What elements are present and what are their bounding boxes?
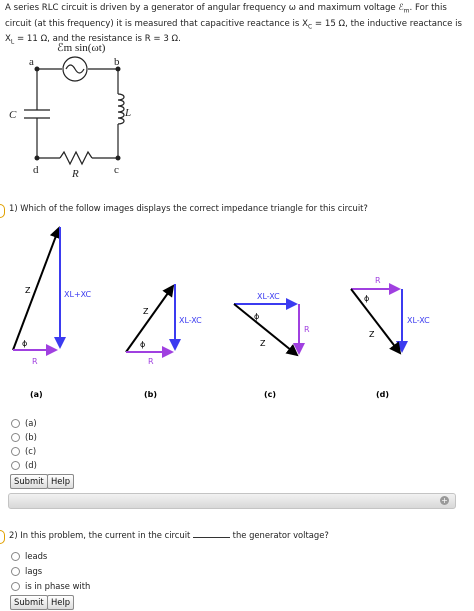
triangle-d-phi-label: ϕ <box>364 294 370 303</box>
q2-option-leads[interactable] <box>11 551 47 561</box>
q2-option-lags[interactable] <box>11 566 42 576</box>
intro-sub-c: C <box>308 23 313 31</box>
triangle-b-caption: (b) <box>144 390 158 399</box>
intro-text-4: = 11 Ω, and the resistance is R = 3 Ω. <box>14 34 181 45</box>
triangle-b-z-label: Z <box>143 307 149 316</box>
answer-blank <box>193 529 230 538</box>
expand-icon[interactable]: + <box>441 496 448 505</box>
inductor-coil <box>118 94 124 124</box>
intro-text-1: A series RLC circuit is driven by a generator of angular frequency ω and maximum voltage ℰ <box>5 3 404 13</box>
triangle-d <box>351 276 430 399</box>
triangle-b-phi-label: ϕ <box>140 340 146 349</box>
triangle-c-z-label: Z <box>260 339 266 348</box>
q1-option-b[interactable] <box>11 432 37 442</box>
feedback-bar[interactable] <box>8 493 456 509</box>
triangle-c-phi-label: ϕ <box>254 312 260 321</box>
triangle-b-z-side <box>126 286 173 352</box>
radio-button[interactable] <box>11 419 20 428</box>
q2-option-leads-label: leads <box>25 551 48 561</box>
triangle-b <box>126 284 202 399</box>
capacitor-label: C <box>9 109 17 121</box>
triangle-a-z-side <box>13 228 59 350</box>
radio-button[interactable] <box>11 447 20 456</box>
resistor-label: R <box>72 168 79 180</box>
radio-button[interactable] <box>11 582 20 591</box>
triangle-d-z-label: Z <box>369 330 375 339</box>
triangle-d-z-side <box>351 289 400 353</box>
impedance-triangles <box>0 215 474 400</box>
intro-sub-l: L <box>10 39 15 47</box>
q1-option-b-label: (b) <box>25 432 37 442</box>
radio-button[interactable] <box>11 567 20 576</box>
node-a-dot <box>35 67 40 72</box>
radio-button[interactable] <box>11 552 20 561</box>
triangle-c-z-side <box>234 304 297 355</box>
intro-sub-m: m <box>403 7 410 15</box>
q1-option-d-label: (d) <box>25 460 37 470</box>
triangle-a <box>13 227 92 399</box>
q2-option-in-phase-label: is in phase with <box>25 581 91 591</box>
question-2-text <box>9 529 329 540</box>
q1-option-a-label: (a) <box>25 418 37 428</box>
q1-help-button[interactable]: Help <box>47 474 74 489</box>
sine-wave-icon <box>66 65 84 73</box>
triangle-a-x-label: XL+XC <box>64 290 92 299</box>
resistor-zigzag <box>60 152 92 164</box>
question-2-text-after: the generator voltage? <box>232 530 329 540</box>
q1-submit-button[interactable]: Submit <box>10 474 48 489</box>
q1-option-d[interactable] <box>11 460 37 470</box>
node-b-label: b <box>114 56 120 68</box>
q1-option-c[interactable] <box>11 446 36 456</box>
triangle-c-x-label: XL-XC <box>257 292 280 301</box>
triangle-b-x-label: XL-XC <box>179 316 202 325</box>
question-1-text: 1) Which of the follow images displays the correct impedance triangle for this circuit? <box>9 203 368 213</box>
triangle-a-z-label: Z <box>25 286 31 295</box>
node-d-dot <box>35 156 40 161</box>
q2-submit-button[interactable]: Submit <box>10 595 48 610</box>
q1-option-c-label: (c) <box>25 446 37 456</box>
triangle-d-r-label: R <box>375 276 381 285</box>
triangle-d-x-label: XL-XC <box>407 316 430 325</box>
q2-option-lags-label: lags <box>25 566 43 576</box>
rlc-circuit-diagram <box>0 36 150 186</box>
triangle-c-r-label: R <box>304 325 310 334</box>
inductor-label: L <box>125 107 132 119</box>
triangle-a-r-label: R <box>32 357 38 366</box>
radio-button[interactable] <box>11 461 20 470</box>
node-a-label: a <box>29 56 34 68</box>
triangle-c-caption: (c) <box>264 390 277 399</box>
triangle-d-caption: (d) <box>376 390 390 399</box>
q2-help-button[interactable]: Help <box>47 595 74 610</box>
source-label: ℰm sin(ωt) <box>57 42 106 54</box>
node-d-label: d <box>33 164 39 176</box>
question-marker-2 <box>0 530 5 544</box>
intro-text-3: = 15 Ω, the inductive reactance is X <box>5 18 465 45</box>
triangle-a-caption: (a) <box>30 390 43 399</box>
triangle-c <box>234 292 310 399</box>
triangle-b-r-label: R <box>148 357 154 366</box>
question-2-text-before: 2) In this problem, the current in the circuit <box>9 530 191 540</box>
radio-button[interactable] <box>11 433 20 442</box>
q1-option-a[interactable] <box>11 418 37 428</box>
intro-text-2: . For this circuit (at this frequency) it is measured that capacitive reactance is X <box>5 3 450 29</box>
node-c-label: c <box>114 164 119 176</box>
q2-option-in-phase[interactable] <box>11 581 90 591</box>
triangle-a-phi-label: ϕ <box>22 339 28 348</box>
node-c-dot <box>116 156 121 161</box>
